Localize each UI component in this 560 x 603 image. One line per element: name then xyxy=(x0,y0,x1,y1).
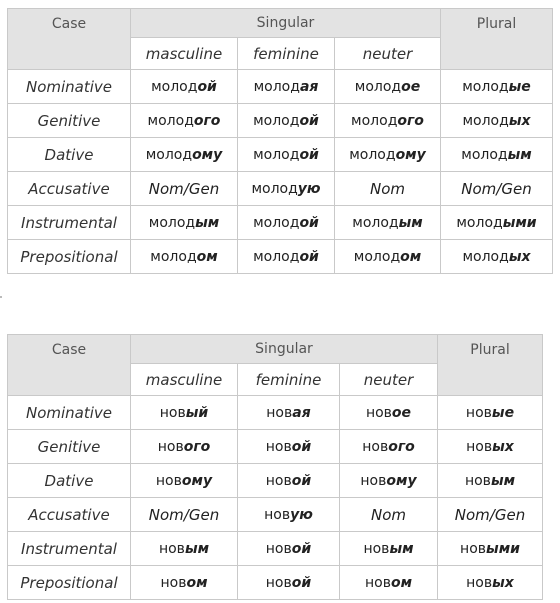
word-stem: молод xyxy=(351,112,398,129)
word-ending: ого xyxy=(183,438,211,455)
form-cell xyxy=(238,498,340,532)
word-stem: молод xyxy=(462,78,509,95)
form-cell: Nom/Gen xyxy=(438,498,543,532)
word-ending: ое xyxy=(391,404,412,421)
word-ending: ыми xyxy=(486,540,520,557)
word-ending: ым xyxy=(398,214,423,231)
word-stem: молод xyxy=(253,78,300,95)
table-row xyxy=(8,172,553,206)
word-stem: нов xyxy=(360,472,387,489)
header-neuter: neuter xyxy=(335,38,441,70)
header-case: Case xyxy=(8,9,131,70)
word-stem: молод xyxy=(456,214,503,231)
header-masculine: masculine xyxy=(131,364,238,396)
header-plural: Plural xyxy=(438,335,543,396)
word-stem: нов xyxy=(265,472,292,489)
word-ending: ым xyxy=(507,146,532,163)
form-cell xyxy=(238,240,335,274)
word-ending: ой xyxy=(299,248,319,265)
word-stem: молод xyxy=(354,78,402,95)
header-feminine: feminine xyxy=(238,38,335,70)
word-stem: молод xyxy=(461,146,508,163)
form-cell xyxy=(441,138,553,172)
header-masculine: masculine xyxy=(131,38,238,70)
form-cell xyxy=(238,172,335,206)
form-cell xyxy=(438,430,543,464)
form-cell xyxy=(131,430,238,464)
header-neuter: neuter xyxy=(340,364,438,396)
form-cell xyxy=(238,566,340,600)
table-row xyxy=(8,70,553,104)
form-cell xyxy=(238,464,340,498)
declension-table-novyj xyxy=(7,334,543,600)
form-cell xyxy=(441,240,553,274)
word-stem: нов xyxy=(365,404,392,421)
word-ending: ыми xyxy=(502,214,537,231)
word-stem: молод xyxy=(352,214,399,231)
word-ending: ому xyxy=(192,146,223,163)
form-cell: Nom xyxy=(340,498,438,532)
word-stem: нов xyxy=(155,472,182,489)
case-label: Accusative xyxy=(8,498,131,532)
table-body xyxy=(8,396,543,600)
form-cell xyxy=(438,464,543,498)
form-cell xyxy=(131,138,238,172)
word-stem: нов xyxy=(466,438,493,455)
table-row xyxy=(8,206,553,240)
word-stem: нов xyxy=(265,574,292,591)
form-cell xyxy=(340,532,438,566)
form-cell xyxy=(238,206,335,240)
word-stem: нов xyxy=(158,540,185,557)
form-cell xyxy=(441,70,553,104)
word-ending: ого xyxy=(397,112,424,129)
word-stem: молод xyxy=(251,180,298,197)
case-label: Dative xyxy=(8,464,131,498)
word-ending: ых xyxy=(492,574,514,591)
word-stem: нов xyxy=(363,540,390,557)
table-row xyxy=(8,396,543,430)
form-cell xyxy=(238,104,335,138)
form-cell xyxy=(131,566,238,600)
word-stem: молод xyxy=(349,146,396,163)
word-ending: ом xyxy=(186,574,208,591)
word-stem: нов xyxy=(157,438,184,455)
word-ending: ым xyxy=(389,540,414,557)
form-cell xyxy=(335,104,441,138)
table-row xyxy=(8,430,543,464)
word-ending: ые xyxy=(491,404,515,421)
case-label: Instrumental xyxy=(8,532,131,566)
word-ending: ым xyxy=(195,214,220,231)
form-cell xyxy=(238,70,335,104)
case-label: Nominative xyxy=(8,70,131,104)
form-cell xyxy=(441,104,553,138)
case-label: Genitive xyxy=(8,104,131,138)
word-ending: ый xyxy=(185,404,209,421)
word-stem: молод xyxy=(253,112,300,129)
word-stem: молод xyxy=(462,248,509,265)
form-cell xyxy=(335,70,441,104)
table-row xyxy=(8,566,543,600)
word-ending: ое xyxy=(401,78,421,95)
word-ending: ом xyxy=(400,248,422,265)
case-label: Prepositional xyxy=(8,566,131,600)
word-ending: ые xyxy=(508,78,531,95)
case-label: Instrumental xyxy=(8,206,131,240)
word-stem: нов xyxy=(266,404,293,421)
word-stem: нов xyxy=(466,574,493,591)
table-row xyxy=(8,138,553,172)
header-case: Case xyxy=(8,335,131,396)
word-stem: нов xyxy=(265,540,292,557)
word-ending: ой xyxy=(299,146,319,163)
form-cell xyxy=(131,396,238,430)
word-ending: ом xyxy=(196,248,218,265)
form-cell: Nom xyxy=(335,172,441,206)
word-ending: ой xyxy=(197,78,217,95)
stray-dot xyxy=(0,296,2,298)
case-label: Nominative xyxy=(8,396,131,430)
form-cell xyxy=(131,532,238,566)
form-cell xyxy=(238,430,340,464)
word-stem: нов xyxy=(362,438,389,455)
word-stem: молод xyxy=(150,248,197,265)
word-stem: молод xyxy=(147,112,194,129)
word-ending: ой xyxy=(291,574,312,591)
header-singular: Singular xyxy=(131,335,438,364)
form-cell: Nom/Gen xyxy=(131,172,238,206)
form-cell: Nom/Gen xyxy=(131,498,238,532)
header-singular: Singular xyxy=(131,9,441,38)
case-label: Prepositional xyxy=(8,240,131,274)
word-stem: молод xyxy=(253,248,300,265)
table-row xyxy=(8,464,543,498)
table-row xyxy=(8,532,543,566)
word-stem: нов xyxy=(364,574,391,591)
word-ending: ой xyxy=(291,438,312,455)
case-label: Accusative xyxy=(8,172,131,206)
word-stem: нов xyxy=(460,540,487,557)
word-ending: ых xyxy=(508,248,531,265)
word-stem: нов xyxy=(159,404,186,421)
word-stem: молод xyxy=(151,78,198,95)
table-row xyxy=(8,498,543,532)
word-ending: ой xyxy=(299,214,319,231)
form-cell xyxy=(238,396,340,430)
word-ending: ого xyxy=(388,438,415,455)
word-ending: ую xyxy=(297,180,321,197)
case-label: Dative xyxy=(8,138,131,172)
word-ending: ому xyxy=(181,472,213,489)
form-cell xyxy=(438,396,543,430)
form-cell xyxy=(340,464,438,498)
word-ending: ым xyxy=(490,472,516,489)
word-ending: ой xyxy=(291,540,312,557)
word-stem: молод xyxy=(353,248,401,265)
word-ending: ой xyxy=(291,472,312,489)
form-cell xyxy=(438,566,543,600)
form-cell xyxy=(340,430,438,464)
header-plural: Plural xyxy=(441,9,553,70)
case-label: Genitive xyxy=(8,430,131,464)
word-stem: нов xyxy=(264,506,291,523)
form-cell xyxy=(238,138,335,172)
form-cell: Nom/Gen xyxy=(441,172,553,206)
word-ending: ом xyxy=(390,574,413,591)
form-cell xyxy=(441,206,553,240)
word-ending: ым xyxy=(184,540,210,557)
form-cell xyxy=(335,240,441,274)
form-cell xyxy=(335,138,441,172)
form-cell xyxy=(131,464,238,498)
form-cell xyxy=(340,566,438,600)
form-cell xyxy=(131,104,238,138)
form-cell xyxy=(238,532,340,566)
form-cell xyxy=(131,70,238,104)
word-ending: ому xyxy=(395,146,426,163)
word-ending: ая xyxy=(299,78,319,95)
word-stem: нов xyxy=(160,574,187,591)
form-cell xyxy=(340,396,438,430)
word-ending: ых xyxy=(492,438,514,455)
word-ending: ой xyxy=(299,112,319,129)
word-ending: ую xyxy=(290,506,313,523)
form-cell xyxy=(438,532,543,566)
table-row xyxy=(8,240,553,274)
word-stem: молод xyxy=(253,146,300,163)
table-row xyxy=(8,104,553,138)
form-cell xyxy=(131,206,238,240)
table-body xyxy=(8,70,553,274)
word-stem: молод xyxy=(462,112,509,129)
word-ending: ому xyxy=(386,472,417,489)
word-stem: молод xyxy=(148,214,196,231)
word-stem: молод xyxy=(253,214,300,231)
word-ending: ых xyxy=(508,112,531,129)
word-ending: ого xyxy=(193,112,221,129)
word-ending: ая xyxy=(292,404,311,421)
word-stem: нов xyxy=(464,472,491,489)
header-feminine: feminine xyxy=(238,364,340,396)
word-stem: нов xyxy=(265,438,292,455)
word-stem: молод xyxy=(145,146,193,163)
form-cell xyxy=(335,206,441,240)
form-cell xyxy=(131,240,238,274)
declension-table-molodoj xyxy=(7,8,553,274)
word-stem: нов xyxy=(465,404,492,421)
